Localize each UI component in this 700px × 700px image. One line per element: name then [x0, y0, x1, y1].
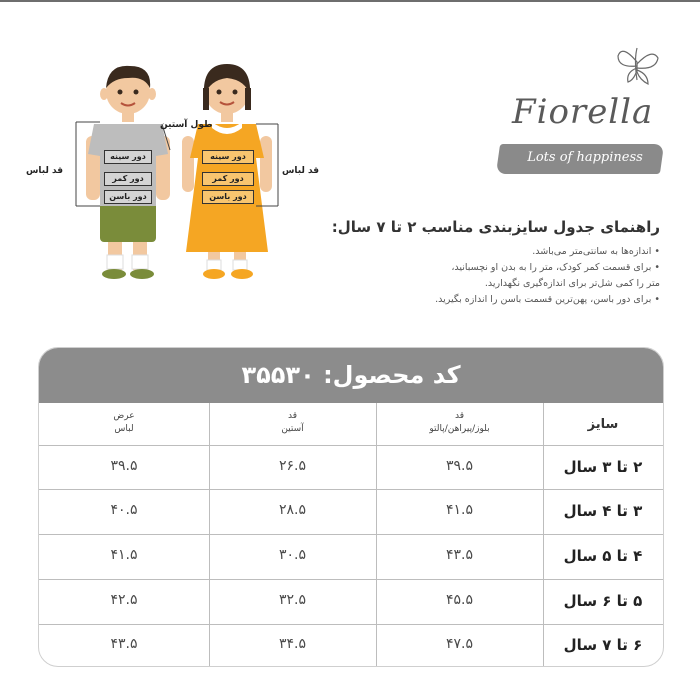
- butterfly-icon: [612, 40, 662, 90]
- header-width-line1: عرض: [113, 411, 135, 421]
- header-width-line2: لباس: [114, 424, 134, 434]
- brand-name: Fiorella: [512, 92, 654, 132]
- header-sleeve-line2: آستین: [281, 424, 304, 434]
- header-sleeve: [209, 410, 376, 436]
- table-cell-sleeve: ۳۰.۵: [278, 547, 306, 563]
- row-divider: [39, 534, 663, 535]
- table-cell-size: ۵ تا ۶ سال: [563, 592, 643, 610]
- table-cell-width: ۳۹.۵: [110, 458, 138, 474]
- table-cell-length: ۴۳.۵: [445, 547, 473, 563]
- table-cell-length: ۴۷.۵: [445, 636, 473, 652]
- size-table: [38, 347, 664, 667]
- guide-note: متر را کمی شل‌تر برای اندازه‌گیری نگهدارید.: [484, 278, 660, 289]
- header-sleeve-line1: قد: [287, 411, 298, 421]
- girl-waist-box: دور کمر: [202, 172, 254, 186]
- header-length-line2: بلوز/پیراهن/پالتو: [429, 424, 490, 434]
- kids-illustration: [20, 50, 320, 290]
- guide-note: • برای دور باسن، پهن‌ترین قسمت باسن را اندازه بگیرید.: [435, 294, 660, 305]
- row-divider: [39, 489, 663, 490]
- row-divider: [39, 579, 663, 580]
- table-cell-width: ۴۳.۵: [110, 636, 138, 652]
- table-cell-length: ۳۹.۵: [445, 458, 473, 474]
- top-rule: [0, 0, 700, 2]
- brand-logo: [490, 40, 670, 180]
- size-guide-notes: [330, 218, 660, 308]
- boy-garment-length-label: قد لباس: [26, 166, 64, 176]
- header-width: [39, 410, 209, 436]
- row-divider: [39, 624, 663, 625]
- table-cell-width: ۴۲.۵: [110, 592, 138, 608]
- table-cell-sleeve: ۳۲.۵: [278, 592, 306, 608]
- girl-chest-box: دور سینه: [202, 150, 254, 164]
- table-cell-length: ۴۵.۵: [445, 592, 473, 608]
- kids-figure-art: [20, 50, 320, 290]
- header-length-line1: قد: [454, 411, 465, 421]
- table-cell-width: ۴۱.۵: [110, 547, 138, 563]
- header-length: [376, 410, 543, 436]
- guide-note: • اندازه‌ها به سانتی‌متر می‌باشد.: [532, 246, 660, 257]
- guide-title: راهنمای جدول سایزبندی مناسب ۲ تا ۷ سال:: [331, 218, 660, 236]
- brand-tagline: Lots of happiness: [527, 150, 643, 165]
- table-cell-sleeve: ۳۴.۵: [278, 636, 306, 652]
- product-code-title: کد محصول: ۳۵۵۳۰: [241, 361, 461, 389]
- table-cell-size: ۶ تا ۷ سال: [563, 636, 643, 654]
- table-cell-size: ۳ تا ۴ سال: [563, 502, 643, 520]
- row-divider: [39, 445, 663, 446]
- table-cell-size: ۴ تا ۵ سال: [563, 547, 643, 565]
- boy-chest-box: دور سینه: [104, 150, 152, 164]
- table-cell-sleeve: ۲۶.۵: [278, 458, 306, 474]
- table-cell-sleeve: ۲۸.۵: [278, 502, 306, 518]
- guide-note: • برای قسمت کمر کودک، متر را به بدن او نچسبانید،: [451, 262, 660, 273]
- table-cell-size: ۲ تا ۳ سال: [563, 458, 643, 476]
- boy-waist-box: دور کمر: [104, 172, 152, 186]
- table-cell-width: ۴۰.۵: [110, 502, 138, 518]
- sleeve-length-label: طول آستین: [160, 120, 213, 130]
- table-cell-length: ۴۱.۵: [445, 502, 473, 518]
- header-size: سایز: [587, 417, 619, 432]
- girl-hip-box: دور باسن: [202, 190, 254, 204]
- girl-garment-length-label: قد لباس: [282, 166, 320, 176]
- boy-hip-box: دور باسن: [104, 190, 152, 204]
